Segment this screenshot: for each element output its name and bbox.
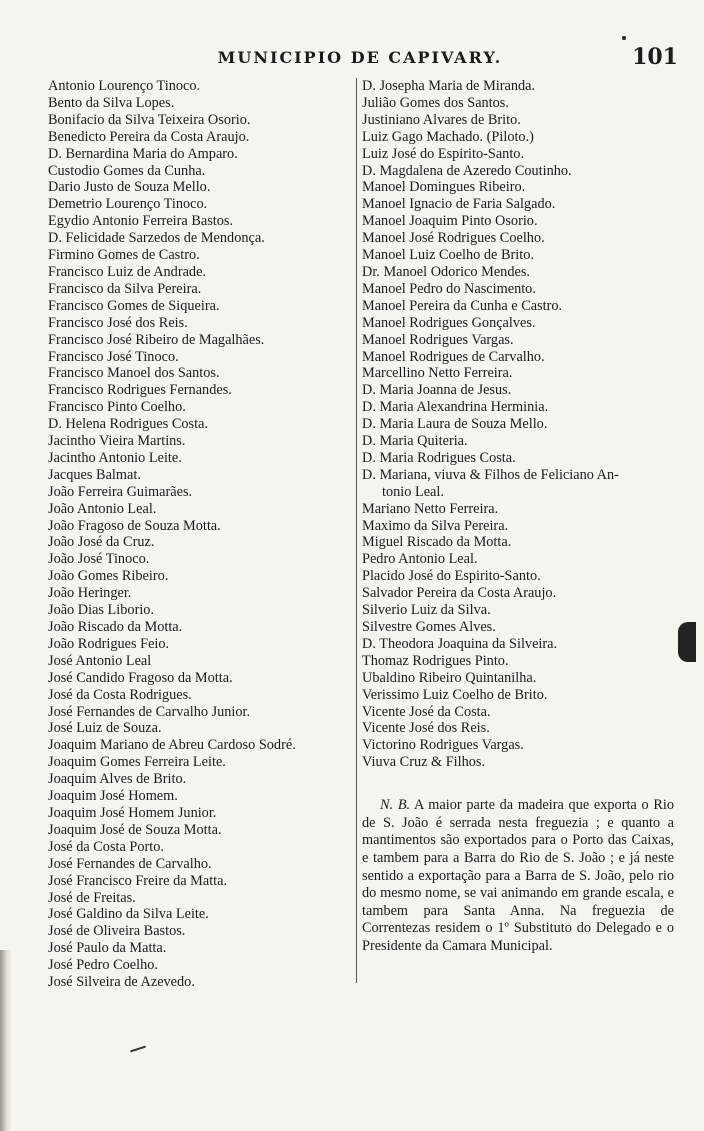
- name-entry: D. Helena Rodrigues Costa.: [48, 416, 209, 433]
- page-header: [0, 44, 704, 74]
- name-entry: José da Costa Porto.: [48, 838, 164, 855]
- name-entry: Vicente José dos Reis.: [362, 720, 490, 737]
- name-entry: Custodio Gomes da Cunha.: [48, 162, 206, 179]
- name-entry: João Ferreira Guimarães.: [48, 483, 193, 500]
- name-entry: Miguel Riscado da Motta.: [362, 534, 512, 551]
- page-number: 101: [632, 44, 678, 70]
- name-entry: D. Magdalena de Azeredo Coutinho.: [362, 162, 572, 179]
- name-entry: Joaquim Mariano de Abreu Cardoso Sodré.: [48, 737, 296, 754]
- left-name-column: [48, 78, 356, 991]
- name-entry: José Candido Fragoso da Motta.: [48, 669, 233, 686]
- name-entry: José de Oliveira Bastos.: [48, 923, 186, 940]
- name-entry: Manoel Ignacio de Faria Salgado.: [362, 196, 556, 213]
- name-entry: Joaquim José Homem.: [48, 788, 178, 805]
- name-entry: Manoel Joaquim Pinto Osorio.: [362, 213, 538, 230]
- name-entry: D. Felicidade Sarzedos de Mendonça.: [48, 230, 265, 247]
- name-entry: Vicente José da Costa.: [362, 703, 491, 720]
- name-entry: Victorino Rodrigues Vargas.: [362, 737, 524, 754]
- name-entry-line1: D. Mariana, viuva & Filhos de Feliciano An-: [362, 466, 619, 483]
- name-entry: Silvestre Gomes Alves.: [362, 619, 496, 635]
- name-entry: José Fernandes de Carvalho.: [48, 855, 212, 872]
- name-entry: João Riscado da Motta.: [48, 619, 183, 635]
- name-entry: José Antonio Leal: [48, 652, 152, 669]
- footnote: [362, 797, 680, 955]
- name-entry: José Galdino da Silva Leite.: [48, 906, 209, 923]
- name-entry: Bento da Silva Lopes.: [48, 94, 175, 111]
- name-entry: João José da Cruz.: [48, 534, 155, 551]
- name-entry: D. Bernardina Maria do Amparo.: [48, 145, 238, 162]
- name-entry: João Dias Liborio.: [48, 602, 155, 619]
- name-entry: D. Maria Quiteria.: [362, 433, 468, 450]
- name-entry: João Heringer.: [48, 585, 132, 602]
- name-entry: Egydio Antonio Ferreira Bastos.: [48, 213, 234, 230]
- name-entry: José Fernandes de Carvalho Junior.: [48, 703, 251, 720]
- name-entry: Joaquim José de Souza Motta.: [48, 821, 222, 838]
- page-edge-stain: [0, 950, 12, 1131]
- name-entry: Placido José do Espirito-Santo.: [362, 568, 541, 585]
- name-entry: Bonifacio da Silva Teixeira Osorio.: [48, 111, 251, 128]
- name-entry: Luiz Gago Machado. (Piloto.): [362, 128, 534, 145]
- footnote-label: N. B.: [380, 797, 411, 814]
- name-entry: [362, 467, 680, 501]
- name-entry: Firmino Gomes de Castro.: [48, 247, 200, 264]
- name-entry: José Francisco Freire da Matta.: [48, 872, 228, 889]
- name-entry: João Rodrigues Feio.: [48, 635, 170, 652]
- name-entry: Jacintho Antonio Leite.: [48, 449, 182, 466]
- name-entry: João Antonio Leal.: [48, 500, 157, 517]
- name-entry: D. Josepha Maria de Miranda.: [362, 78, 536, 94]
- name-entry: D. Maria Rodrigues Costa.: [362, 449, 516, 466]
- name-entry: Manoel Rodrigues Vargas.: [362, 331, 514, 348]
- name-entry: Joaquim Alves de Brito.: [48, 771, 187, 788]
- name-entry: Francisco Manoel dos Santos.: [48, 365, 220, 382]
- name-entry: José Silveira de Azevedo.: [48, 974, 195, 991]
- name-entry: Marcellino Netto Ferreira.: [362, 365, 513, 382]
- name-entry: Francisco Rodrigues Fernandes.: [48, 382, 232, 399]
- page-title: MUNICIPIO DE CAPIVARY.: [217, 48, 503, 67]
- name-entry: Francisco da Silva Pereira.: [48, 280, 202, 297]
- name-entry: Verissimo Luiz Coelho de Brito.: [362, 686, 548, 703]
- name-entry: Manoel Rodrigues Gonçalves.: [362, 314, 536, 331]
- name-entry: José Pedro Coelho.: [48, 957, 158, 974]
- name-entry: Dario Justo de Souza Mello.: [48, 179, 211, 196]
- name-entry: Benedicto Pereira da Costa Araujo.: [48, 128, 250, 145]
- ink-dot: [622, 36, 626, 40]
- name-entry: Manoel Pereira da Cunha e Castro.: [362, 297, 563, 314]
- name-entry: João José Tinoco.: [48, 551, 150, 568]
- name-entry: Francisco Luiz de Andrade.: [48, 263, 207, 280]
- name-entry-line2: tonio Leal.: [382, 483, 444, 500]
- name-entry: Thomaz Rodrigues Pinto.: [362, 652, 509, 669]
- name-entry: Mariano Netto Ferreira.: [362, 500, 499, 517]
- name-entry: Francisco José Tinoco.: [48, 348, 179, 365]
- name-entry: Francisco José dos Reis.: [48, 314, 188, 331]
- name-entry: Francisco José Ribeiro de Magalhães.: [48, 331, 265, 348]
- right-name-column: [362, 78, 680, 956]
- column-divider: [356, 78, 357, 983]
- stray-ink-mark: [130, 1046, 146, 1053]
- name-entry: D. Maria Alexandrina Herminia.: [362, 399, 549, 416]
- name-entry: Manoel Luiz Coelho de Brito.: [362, 247, 534, 264]
- name-entry: Joaquim José Homem Junior.: [48, 804, 217, 821]
- name-entry: D. Theodora Joaquina da Silveira.: [362, 635, 558, 652]
- name-entry: Julião Gomes dos Santos.: [362, 94, 509, 111]
- name-entry: Joaquim Gomes Ferreira Leite.: [48, 754, 226, 771]
- name-entry: Jacques Balmat.: [48, 466, 141, 483]
- name-entry: João Gomes Ribeiro.: [48, 568, 169, 585]
- name-entry: Antonio Lourenço Tinoco.: [48, 78, 201, 94]
- name-entry: Justiniano Alvares de Brito.: [362, 111, 521, 128]
- right-name-list: [362, 78, 680, 771]
- name-entry: Demetrio Lourenço Tinoco.: [48, 196, 208, 213]
- name-entry: José da Costa Rodrigues.: [48, 686, 192, 703]
- name-entry: Pedro Antonio Leal.: [362, 551, 478, 568]
- name-entry: Jacintho Vieira Martins.: [48, 433, 186, 450]
- name-entry: D. Maria Joanna de Jesus.: [362, 382, 512, 399]
- name-entry: D. Maria Laura de Souza Mello.: [362, 416, 548, 433]
- name-entry: Manoel Pedro do Nascimento.: [362, 280, 536, 297]
- name-entry: Luiz José do Espirito-Santo.: [362, 145, 525, 162]
- name-entry: José Paulo da Matta.: [48, 940, 167, 957]
- name-entry: Silverio Luiz da Silva.: [362, 602, 491, 619]
- margin-ink-mark: [678, 622, 696, 662]
- name-entry: Maximo da Silva Pereira.: [362, 517, 509, 534]
- name-entry: José de Freitas.: [48, 889, 136, 906]
- name-entry: Dr. Manoel Odorico Mendes.: [362, 263, 530, 280]
- footnote-text: A maior parte da madeira que exporta o Rio de S. João é serrada nesta freguezia ; e quanto a mantimentos são exportados para o Porto das Caixas, e tambem para a Barra do Rio de S. João ; e já neste sentido a exportação para a Barra de S. João, pelo rio do mesmo nome, se vai animando em grande escala, e tambem para Santa Anna. Na freguezia de Correntezas residem o 1º Substituto do Delegado e o Presidente da Camara Municipal.: [362, 797, 674, 954]
- name-entry: José Luiz de Souza.: [48, 720, 162, 737]
- name-entry: Viuva Cruz & Filhos.: [362, 754, 486, 771]
- name-entry: João Fragoso de Souza Motta.: [48, 517, 221, 534]
- name-entry: Francisco Pinto Coelho.: [48, 399, 186, 416]
- name-entry: Ubaldino Ribeiro Quintanilha.: [362, 669, 537, 686]
- name-entry: Manoel Domingues Ribeiro.: [362, 179, 526, 196]
- name-entry: Manoel José Rodrigues Coelho.: [362, 230, 545, 247]
- name-entry: Manoel Rodrigues de Carvalho.: [362, 348, 545, 365]
- name-entry: Salvador Pereira da Costa Araujo.: [362, 585, 557, 602]
- name-entry: Francisco Gomes de Siqueira.: [48, 297, 220, 314]
